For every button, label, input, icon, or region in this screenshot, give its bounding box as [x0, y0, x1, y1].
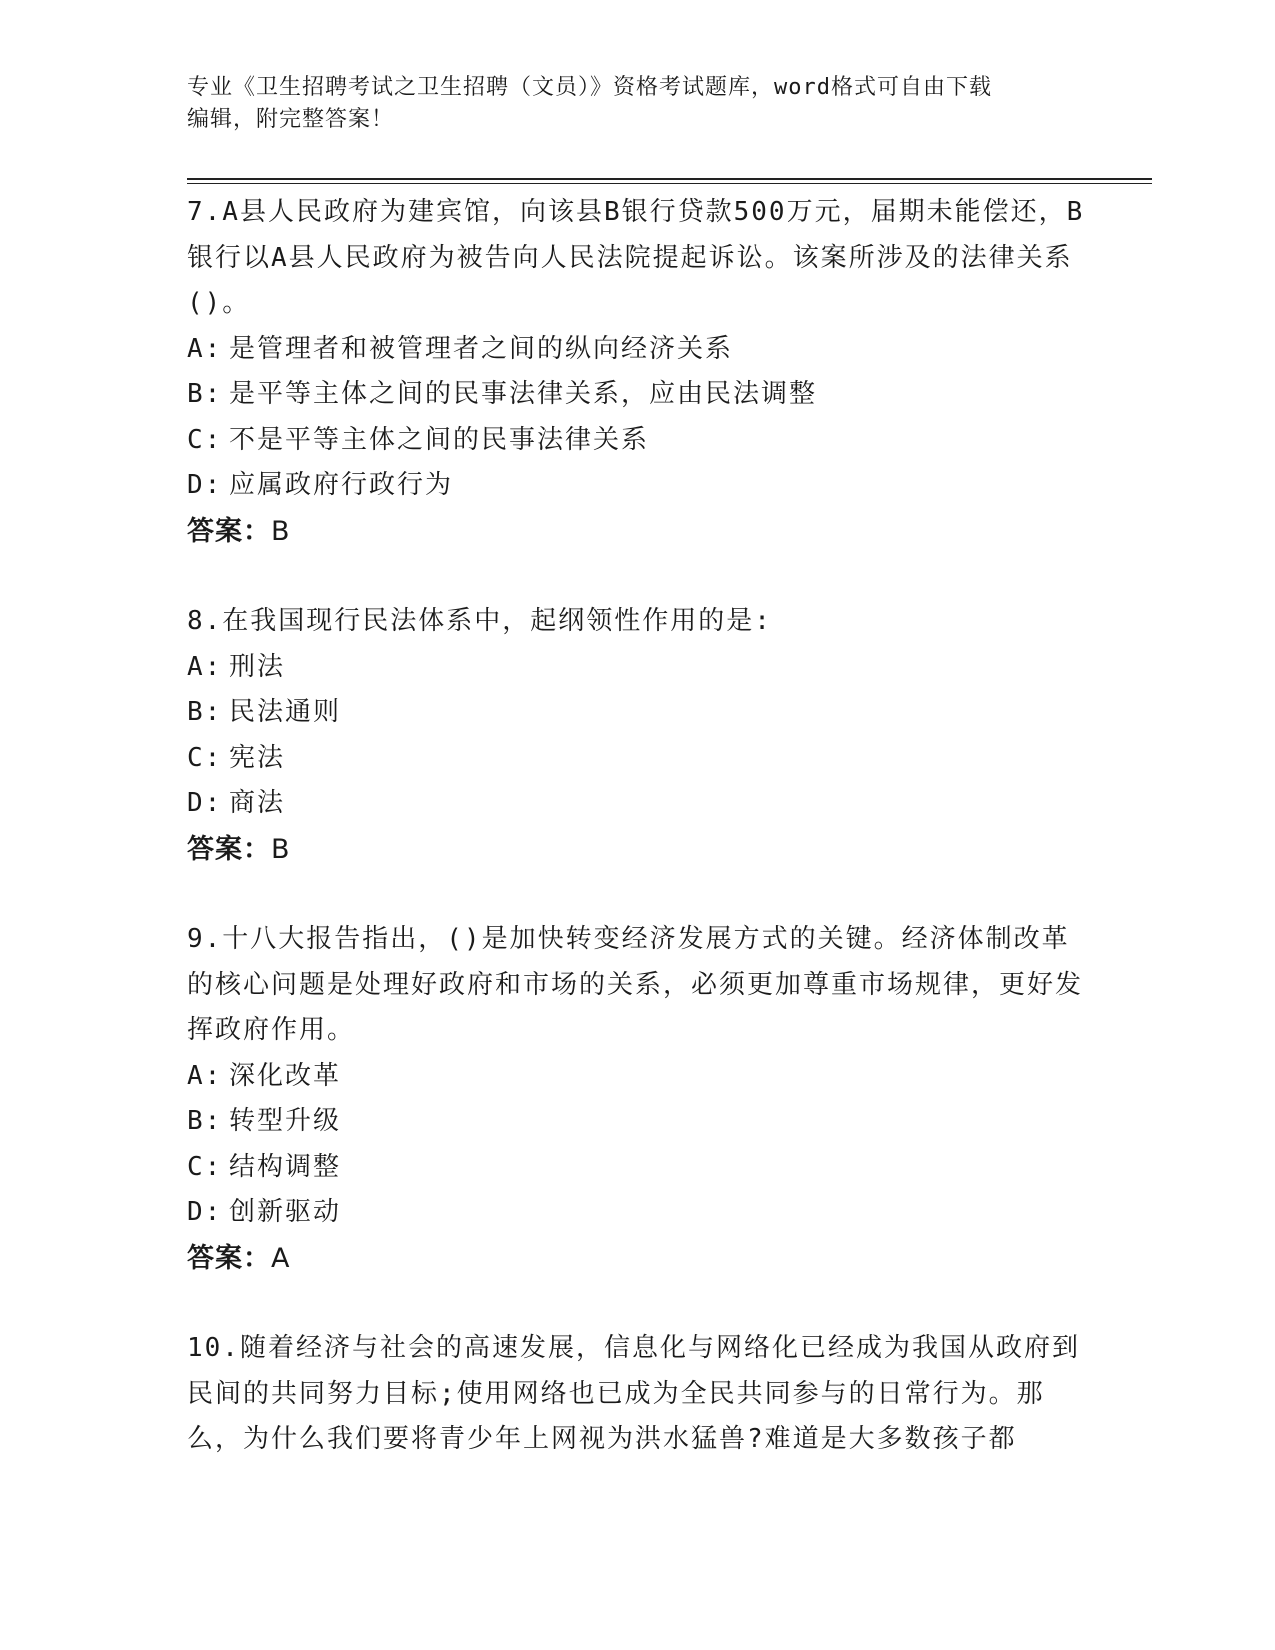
option-letter: B: — [187, 697, 223, 727]
option-a — [187, 645, 1087, 691]
answer-value: B — [271, 515, 291, 547]
option-letter: B: — [187, 1106, 223, 1136]
option-d — [187, 463, 1087, 509]
option-text: 结构调整 — [229, 1151, 342, 1182]
answer-value: B — [271, 833, 291, 865]
question-text: 9.十八大报告指出，()是加快转变经济发展方式的关键。经济体制改革的核心问题是处理好政府和市场的关系，必须更加尊重市场规律，更好发挥政府作用。 — [187, 924, 1084, 1045]
option-a — [187, 327, 1087, 373]
answer-label: 答案： — [187, 515, 271, 547]
option-letter: A: — [187, 651, 223, 682]
answer-value: A — [271, 1242, 291, 1274]
option-text: 宪法 — [229, 742, 286, 773]
header-rule-thin — [187, 183, 1152, 184]
header-line-1: 专业《卫生招聘考试之卫生招聘（文员）》资格考试题库，word格式可自由下载 — [187, 75, 992, 100]
document-header — [187, 72, 1087, 136]
option-d — [187, 1190, 1087, 1236]
option-letter: B: — [187, 379, 223, 409]
header-rule-thick — [187, 178, 1152, 180]
option-letter: D: — [187, 470, 223, 500]
option-c — [187, 418, 1087, 464]
answer-label: 答案： — [187, 1242, 271, 1274]
option-letter: D: — [187, 788, 223, 818]
option-b — [187, 372, 1087, 418]
question-text: 7.A县人民政府为建宾馆，向该县B银行贷款500万元，届期未能偿还，B银行以A县人民政府为被告向人民法院提起诉讼。该案所涉及的法律关系()。 — [187, 197, 1085, 318]
question-text: 8.在我国现行民法体系中，起纲领性作用的是: — [187, 606, 772, 636]
question-8 — [187, 599, 1087, 872]
option-c — [187, 1145, 1087, 1191]
answer-label: 答案： — [187, 833, 271, 865]
answer-line — [187, 509, 1087, 555]
option-letter: C: — [187, 1151, 223, 1182]
option-text: 商法 — [229, 788, 286, 818]
option-a — [187, 1054, 1087, 1100]
option-c — [187, 736, 1087, 782]
option-text: 转型升级 — [229, 1106, 342, 1136]
option-letter: C: — [187, 742, 223, 773]
option-b — [187, 690, 1087, 736]
option-d — [187, 781, 1087, 827]
header-line-2: 编辑，附完整答案！ — [187, 107, 395, 132]
option-text: 是平等主体之间的民事法律关系，应由民法调整 — [229, 379, 818, 409]
option-letter: A: — [187, 333, 223, 364]
question-9 — [187, 917, 1087, 1281]
option-text: 创新驱动 — [229, 1197, 342, 1227]
answer-line — [187, 827, 1087, 873]
option-text: 不是平等主体之间的民事法律关系 — [229, 424, 650, 455]
option-text: 刑法 — [229, 651, 286, 682]
answer-line — [187, 1236, 1087, 1282]
option-letter: A: — [187, 1060, 223, 1091]
question-7 — [187, 190, 1087, 554]
option-b — [187, 1099, 1087, 1145]
option-text: 深化改革 — [229, 1060, 342, 1091]
option-letter: D: — [187, 1197, 223, 1227]
option-text: 民法通则 — [229, 697, 342, 727]
question-10 — [187, 1326, 1087, 1463]
question-list — [187, 190, 1087, 1508]
option-letter: C: — [187, 424, 223, 455]
option-text: 是管理者和被管理者之间的纵向经济关系 — [229, 333, 734, 364]
question-text: 10.随着经济与社会的高速发展，信息化与网络化已经成为我国从政府到民间的共同努力目标;使用网络也已成为全民共同参与的日常行为。那么，为什么我们要将青少年上网视为洪水猛兽?难道是大多数孩子都 — [187, 1333, 1080, 1454]
option-text: 应属政府行政行为 — [229, 470, 454, 500]
